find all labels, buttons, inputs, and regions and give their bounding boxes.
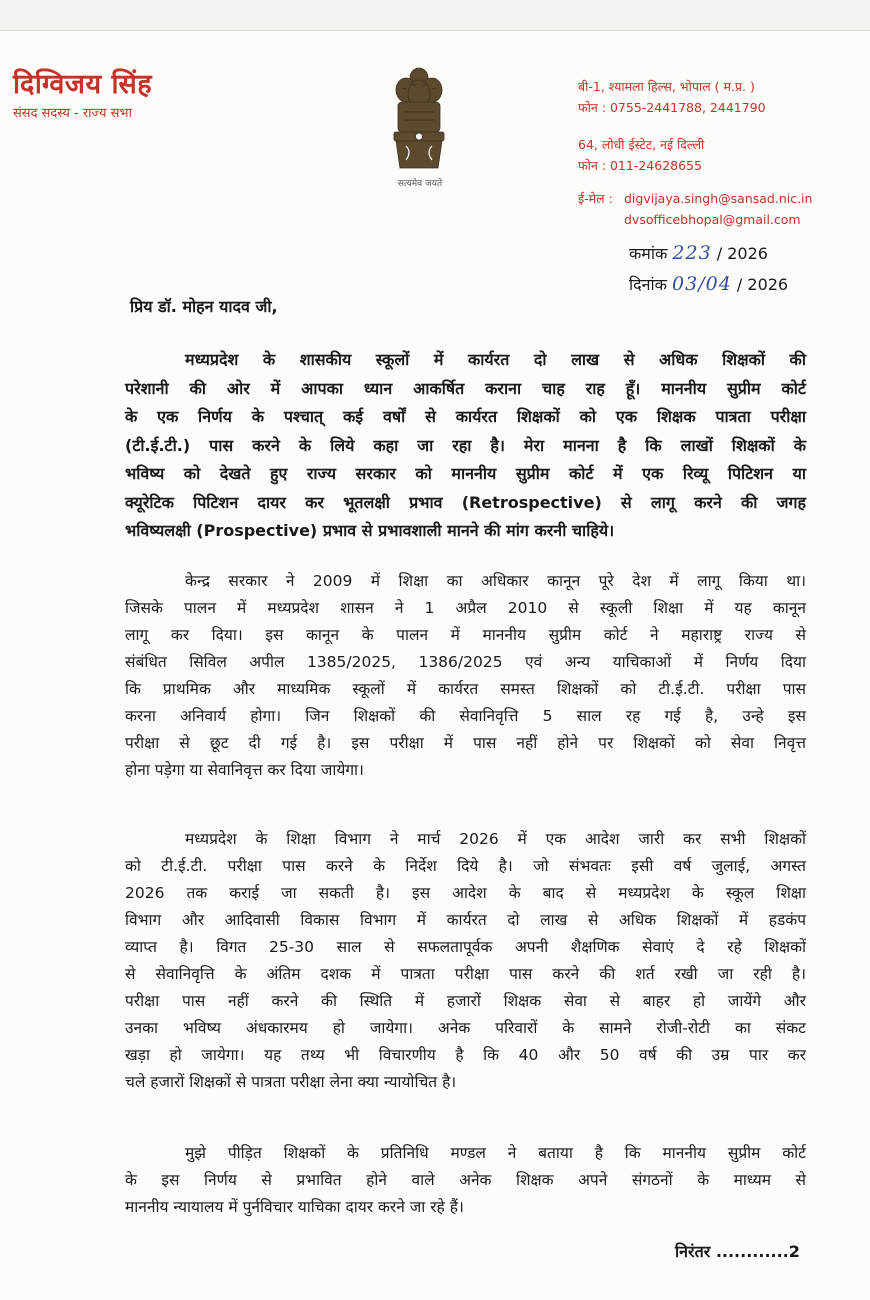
paragraph-line: मध्यप्रदेश के शासकीय स्कूलों में कार्यरत दो लाख से अधिक शिक्षकों की (185, 350, 806, 369)
paragraph-line: मुझे पीड़ित शिक्षकों के प्रतिनिधि मण्डल ने बताया है कि माननीय सुप्रीम कोर्ट (185, 1144, 806, 1162)
address-bhopal: बी-1, श्यामला हिल्स, भोपाल ( म.प्र. ) (578, 79, 755, 94)
paragraph-line: माननीय न्यायालय में पुर्नविचार याचिका दायर करने जा रहे हैं। (125, 1198, 464, 1216)
paragraph-1 (125, 346, 806, 546)
paragraph-line: मध्यप्रदेश के शिक्षा विभाग ने मार्च 2026 में एक आदेश जारी कर सभी शिक्षकों (185, 830, 806, 848)
paragraph-4 (125, 1140, 806, 1221)
paragraph-line: केन्द्र सरकार ने 2009 में शिक्षा का अधिकार कानून पूरे देश में लागू किया था। (185, 572, 806, 590)
paragraph-line: के एक निर्णय के पश्चात् कई वर्षों से कार्यरत शिक्षकों को एक शिक्षक पात्रता परीक्षा (125, 407, 806, 426)
sender-block (13, 68, 152, 124)
paragraph-line: को टी.ई.टी. परीक्षा पास करने के निर्देश दिये है। जो संभवतः इसी वर्ष जुलाई, अगस्त (125, 857, 806, 875)
reference-number-value: 223 (672, 242, 712, 264)
paragraph-line: उनका भविष्य अंधकारमय हो जायेगा। अनेक परिवारों के सामने रोजी-रोटी का संकट (125, 1019, 806, 1037)
paragraph-line: से सेवानिवृत्ति के अंतिम दशक में पात्रता परीक्षा पास करने की शर्त रखी जा रही है। (125, 965, 806, 983)
salutation: प्रिय डॉ. मोहन यादव जी, (130, 297, 278, 316)
paragraph-line: विभाग और आदिवासी विकास विभाग में कार्यरत दो लाख से अधिक शिक्षकों में हडकंप (125, 911, 806, 929)
email-secondary[interactable]: dvsofficebhopal@gmail.com (624, 212, 801, 227)
paragraph-line: (टी.ई.टी.) पास करने के लिये कहा जा रहा है। मेरा मानना है कि लाखों शिक्षकों के (125, 435, 806, 455)
reference-block (629, 238, 788, 300)
continued-label: निरंतर (675, 1242, 711, 1261)
sender-designation: संसद सदस्य - राज्य सभा (13, 106, 132, 121)
paragraph-line: जिसके पालन में मध्यप्रदेश शासन ने 1 अप्रैल 2010 से स्कूली शिक्षा में यह कानून (125, 599, 806, 617)
reference-date-row (629, 269, 788, 300)
paragraph-2 (125, 568, 806, 784)
reference-date-value: 03/04 (672, 273, 732, 295)
paragraph-line: कि प्राथमिक और माध्यमिक स्कूलों में कार्यरत समस्त शिक्षकों को टी.ई.टी. परीक्षा पास (125, 680, 806, 698)
image-top-border (0, 0, 870, 31)
emblem-motto: सत्यमेव जयते (397, 179, 443, 189)
paragraph-line: खड़ा हो जायेगा। यह तथ्य भी विचारणीय है कि 40 और 50 वर्ष की उम्र पार कर (125, 1046, 806, 1064)
continued-marker (675, 1240, 800, 1262)
reference-number-label: कमांक (629, 244, 668, 263)
sender-name: दिग्विजय सिंह (13, 69, 153, 100)
reference-number-row (629, 238, 788, 269)
reference-date-year: / 2026 (736, 275, 789, 294)
paragraph-line: चले हजारों शिक्षकों से पात्रता परीक्षा लेना क्या न्यायोचित है। (125, 1073, 457, 1091)
paragraph-line: करना अनिवार्य होगा। जिन शिक्षकों की सेवानिवृत्ति 5 साल रह गई है, उन्हे इस (125, 707, 806, 725)
paragraph-line: होना पड़ेगा या सेवानिवृत्त कर दिया जायेगा। (125, 761, 364, 779)
paragraph-line: परीक्षा पास नहीं करने की स्थिति में हजारों शिक्षक सेवा से बाहर हो जायेंगे और (125, 992, 806, 1010)
paragraph-line: संबंधित सिविल अपील 1385/2025, 1386/2025 एवं अन्य याचिकाओं में निर्णय दिया (125, 653, 806, 671)
contact-block (578, 76, 812, 230)
phone-delhi: फोन : 011-24628655 (578, 158, 702, 173)
paragraph-line: परेशानी की ओर में आपका ध्यान आकर्षित कराना चाह राह हूँ। माननीय सुप्रीम कोर्ट (125, 378, 806, 398)
email-primary[interactable]: digvijaya.singh@sansad.nic.in (624, 191, 813, 206)
paragraph-line: व्याप्त है। विगत 25-30 साल से सफलतापूर्वक अपनी शैक्षणिक सेवाएं दे रहे शिक्षकों (125, 938, 806, 956)
paragraph-line: भविष्य को देखते हुए राज्य सरकार को माननीय सुप्रीम कोर्ट में एक रिव्यू पिटिशन या (125, 464, 806, 483)
paragraph-line: भविष्यलक्षी (Prospective) प्रभाव से प्रभावशाली मानने की मांग करनी चाहिये। (125, 521, 615, 540)
continued-page: ............2 (715, 1242, 800, 1261)
email-label: ई-मेल : (578, 191, 613, 206)
paragraph-3 (125, 826, 806, 1096)
paragraph-line: 2026 तक कराई जा सकती है। इस आदेश के बाद से मध्यप्रदेश के स्कूल शिक्षा (125, 884, 806, 902)
paragraph-line: परीक्षा से छूट दी गई है। इस परीक्षा में पास नहीं होने पर शिक्षकों को सेवा निवृत्त (125, 734, 806, 752)
address-delhi: 64, लोधी ईस्टेट, नई दिल्ली (578, 137, 705, 152)
national-emblem-icon (384, 62, 454, 190)
phone-bhopal: फोन : 0755-2441788, 2441790 (578, 100, 766, 115)
reference-date-label: दिनांक (629, 275, 667, 294)
paragraph-line: लागू कर दिया। इस कानून के पालन में माननीय सुप्रीम कोर्ट ने महाराष्ट्र राज्य से (125, 626, 806, 644)
paragraph-line: के इस निर्णय से प्रभावित होने वाले अनेक शिक्षक अपने संगठनों के माध्यम से (125, 1171, 806, 1189)
paragraph-line: क्यूरेटिक पिटिशन दायर कर भूतलक्षी प्रभाव (Retrospective) से लागू करने की जगह (125, 492, 806, 512)
reference-number-year: / 2026 (716, 244, 768, 263)
